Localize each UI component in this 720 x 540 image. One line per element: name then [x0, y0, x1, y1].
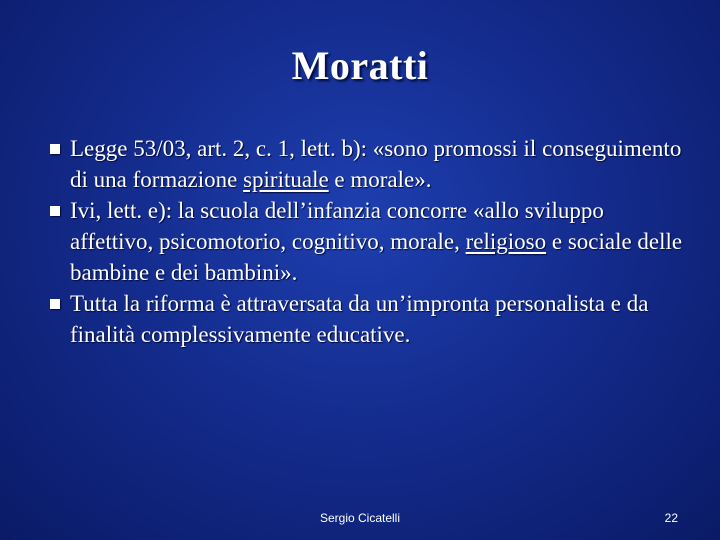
bullet-item — [50, 133, 690, 195]
square-bullet-icon — [50, 144, 60, 154]
square-bullet-icon — [50, 206, 60, 216]
square-bullet-icon — [50, 299, 60, 309]
bullet-text-part: e morale». — [328, 167, 432, 192]
footer-author: Sergio Cicatelli — [319, 511, 401, 525]
bullet-item — [50, 288, 690, 350]
bullet-text-underlined: spirituale — [243, 167, 329, 192]
bullet-item — [50, 195, 690, 288]
bullet-list — [50, 133, 690, 350]
page-number: 22 — [664, 511, 678, 525]
bullet-text-part: Tutta la riforma è attraversata da un’impronta personalista e da finalità complessivamente educative. — [70, 291, 649, 347]
bullet-text-part: e sociale delle bambine e dei bambini». — [70, 229, 683, 285]
bullet-text-underlined: religioso — [465, 229, 547, 254]
slide-title: Moratti — [291, 43, 429, 88]
bullet-text-part: Legge 53/03, art. 2, c. 1, lett. b): «sono promossi il conseguimento di una formazione — [70, 136, 682, 192]
bullet-text-part: Ivi, lett. e): la scuola dell’infanzia concorre «allo sviluppo affettivo, psicomotorio, cognitivo, morale, — [70, 198, 604, 254]
